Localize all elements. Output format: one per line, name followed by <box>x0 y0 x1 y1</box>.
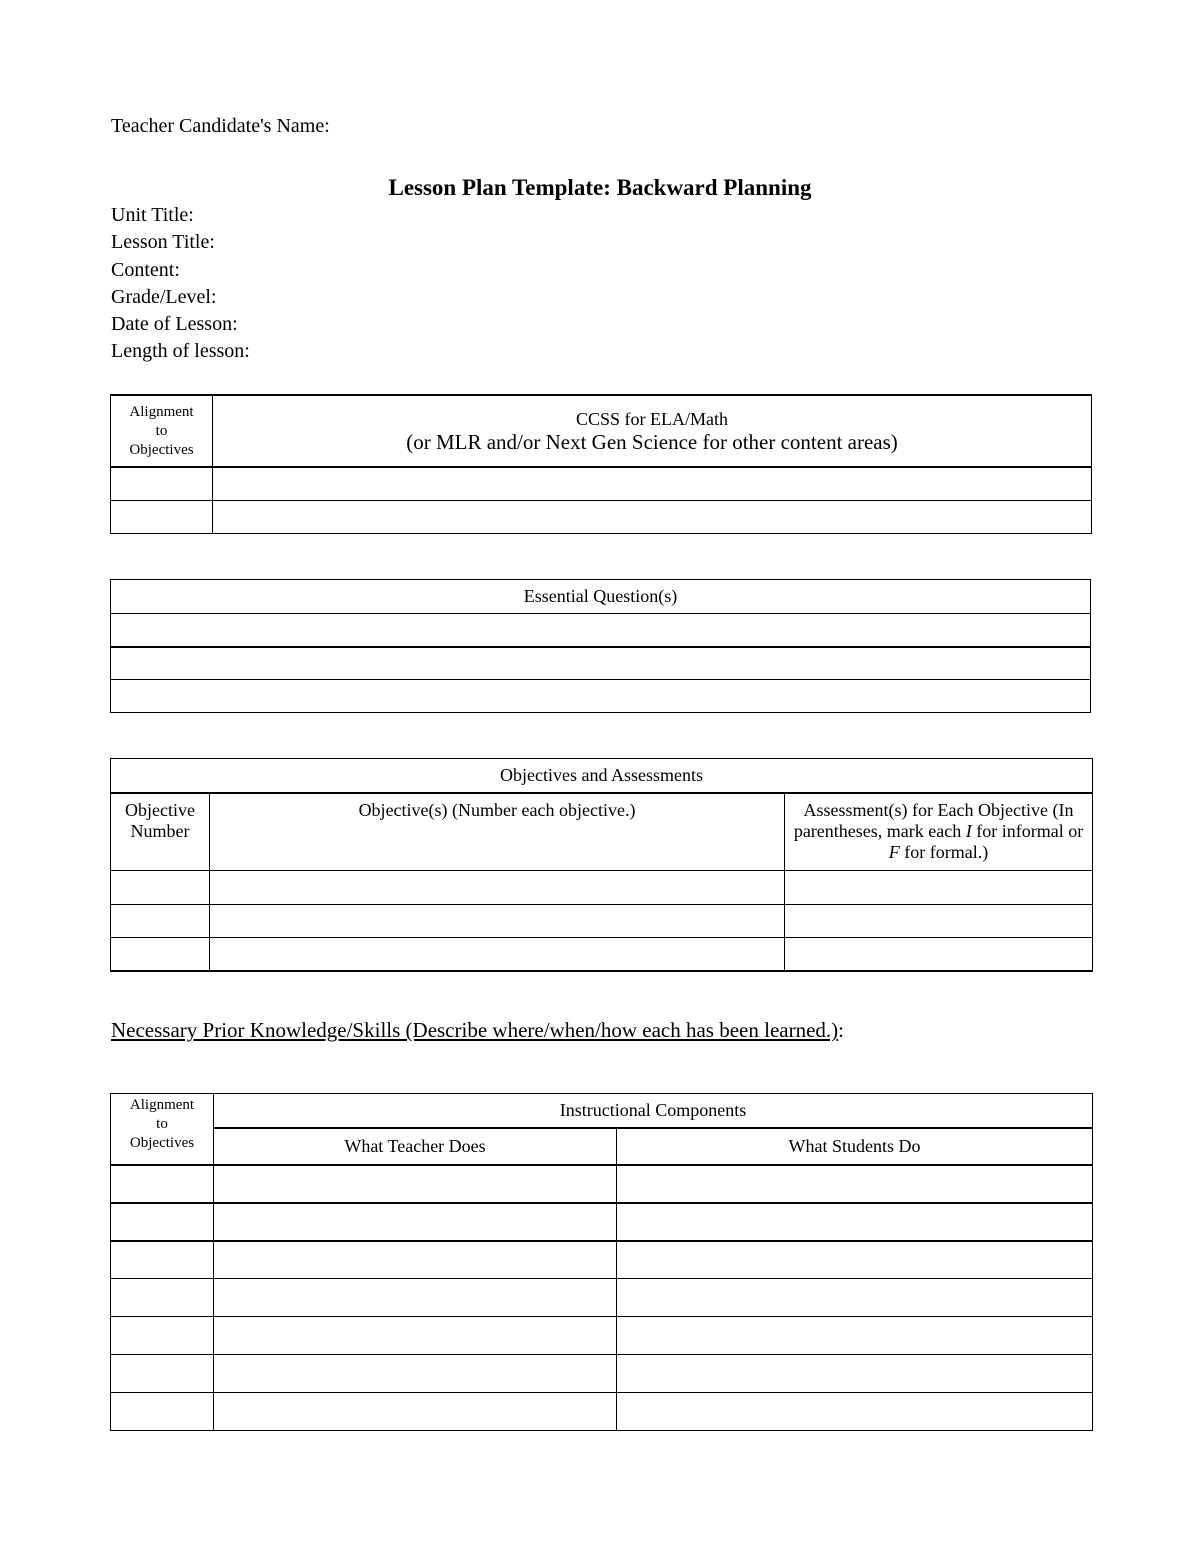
table-row <box>111 647 1091 680</box>
teacher-does-cell[interactable] <box>214 1355 617 1393</box>
table-row <box>111 467 1092 500</box>
instructional-components-header-cell <box>214 1094 1093 1128</box>
students-do-cell[interactable] <box>617 1317 1093 1355</box>
objective-number-header-cell <box>111 793 210 871</box>
teacher-candidate-name-label: Teacher Candidate's Name: <box>111 115 330 137</box>
assessment-cell[interactable] <box>785 905 1093 938</box>
table-row <box>111 938 1093 971</box>
essential-questions-header: Essential Question(s) <box>523 586 678 606</box>
students-do-cell[interactable] <box>617 1165 1093 1203</box>
objective-cell[interactable] <box>210 905 785 938</box>
instruction-alignment-cell[interactable] <box>111 1393 214 1431</box>
students-do-cell[interactable] <box>617 1355 1093 1393</box>
objective-number-cell[interactable] <box>111 938 210 971</box>
standards-table <box>110 394 1092 534</box>
length-of-lesson-label: Length of lesson: <box>111 340 250 362</box>
instruction-alignment-header: Alignment to Objectives <box>129 1097 195 1151</box>
teacher-does-cell[interactable] <box>214 1317 617 1355</box>
unit-title-label: Unit Title: <box>111 204 194 226</box>
objective-number-header: Objective Number <box>125 799 195 841</box>
objective-number-cell[interactable] <box>111 871 210 905</box>
instruction-alignment-header-cell <box>111 1094 214 1165</box>
essential-questions-table <box>110 579 1091 713</box>
teacher-does-cell[interactable] <box>214 1203 617 1241</box>
objective-cell[interactable] <box>210 871 785 905</box>
essential-question-cell[interactable] <box>111 614 1091 647</box>
assessment-cell[interactable] <box>785 871 1093 905</box>
table-row <box>111 680 1091 713</box>
table-row <box>111 1203 1093 1241</box>
students-header-cell <box>617 1128 1093 1165</box>
table-row <box>111 1279 1093 1317</box>
standards-header-line1: CCSS for ELA/Math <box>575 408 728 429</box>
standards-cell[interactable] <box>213 467 1092 500</box>
prior-knowledge-label: Necessary Prior Knowledge/Skills (Describe where/when/how each has been learned.): <box>111 1018 844 1042</box>
instruction-alignment-cell[interactable] <box>111 1317 214 1355</box>
table-row <box>111 1241 1093 1279</box>
objective-header-cell <box>210 793 785 871</box>
standards-cell[interactable] <box>213 500 1092 533</box>
students-do-cell[interactable] <box>617 1279 1093 1317</box>
table-row <box>111 905 1093 938</box>
table-row <box>111 1393 1093 1431</box>
standards-header-cell <box>213 395 1092 467</box>
assessment-header: Assessment(s) for Each Objective (In parentheses, mark each I for informal or F for formal.) <box>793 799 1084 862</box>
teacher-does-cell[interactable] <box>214 1279 617 1317</box>
document-title: Lesson Plan Template: Backward Planning <box>388 175 812 200</box>
instruction-alignment-cell[interactable] <box>111 1241 214 1279</box>
teacher-header-cell <box>214 1128 617 1165</box>
teacher-does-cell[interactable] <box>214 1241 617 1279</box>
standards-alignment-cell[interactable] <box>111 467 213 500</box>
instructional-components-header: Instructional Components <box>559 1099 747 1120</box>
standards-alignment-header: Alignment to Objectives <box>129 403 194 458</box>
standards-alignment-header-cell <box>111 395 213 467</box>
instruction-alignment-cell[interactable] <box>111 1165 214 1203</box>
table-row <box>111 614 1091 647</box>
students-do-cell[interactable] <box>617 1393 1093 1431</box>
lesson-title-label: Lesson Title: <box>111 231 215 253</box>
objectives-assessments-header: Objectives and Assessments <box>500 764 703 785</box>
instruction-alignment-cell[interactable] <box>111 1279 214 1317</box>
assessment-cell[interactable] <box>785 938 1093 971</box>
essential-question-cell[interactable] <box>111 680 1091 713</box>
date-of-lesson-label: Date of Lesson: <box>111 313 238 335</box>
objective-number-cell[interactable] <box>111 905 210 938</box>
what-teacher-does-header: What Teacher Does <box>344 1135 486 1156</box>
essential-questions-header-cell <box>111 580 1091 614</box>
table-row <box>111 1355 1093 1393</box>
students-do-cell[interactable] <box>617 1241 1093 1279</box>
grade-level-label: Grade/Level: <box>111 286 217 308</box>
standards-header-line2: (or MLR and/or Next Gen Science for other content areas) <box>406 429 898 454</box>
table-row <box>111 1317 1093 1355</box>
table-row <box>111 1165 1093 1203</box>
objectives-assessments-header-cell <box>111 759 1093 793</box>
standards-alignment-cell[interactable] <box>111 500 213 533</box>
table-row <box>111 500 1092 533</box>
content-label: Content: <box>111 259 180 281</box>
instruction-alignment-cell[interactable] <box>111 1203 214 1241</box>
instruction-alignment-cell[interactable] <box>111 1355 214 1393</box>
instructional-components-table <box>110 1093 1093 1431</box>
teacher-does-cell[interactable] <box>214 1165 617 1203</box>
students-do-cell[interactable] <box>617 1203 1093 1241</box>
essential-question-cell[interactable] <box>111 647 1091 680</box>
objectives-assessments-table <box>110 758 1093 972</box>
what-students-do-header: What Students Do <box>788 1135 921 1156</box>
assessment-header-cell <box>785 793 1093 871</box>
objective-header: Objective(s) (Number each objective.) <box>358 799 636 820</box>
table-row <box>111 871 1093 905</box>
objective-cell[interactable] <box>210 938 785 971</box>
teacher-does-cell[interactable] <box>214 1393 617 1431</box>
